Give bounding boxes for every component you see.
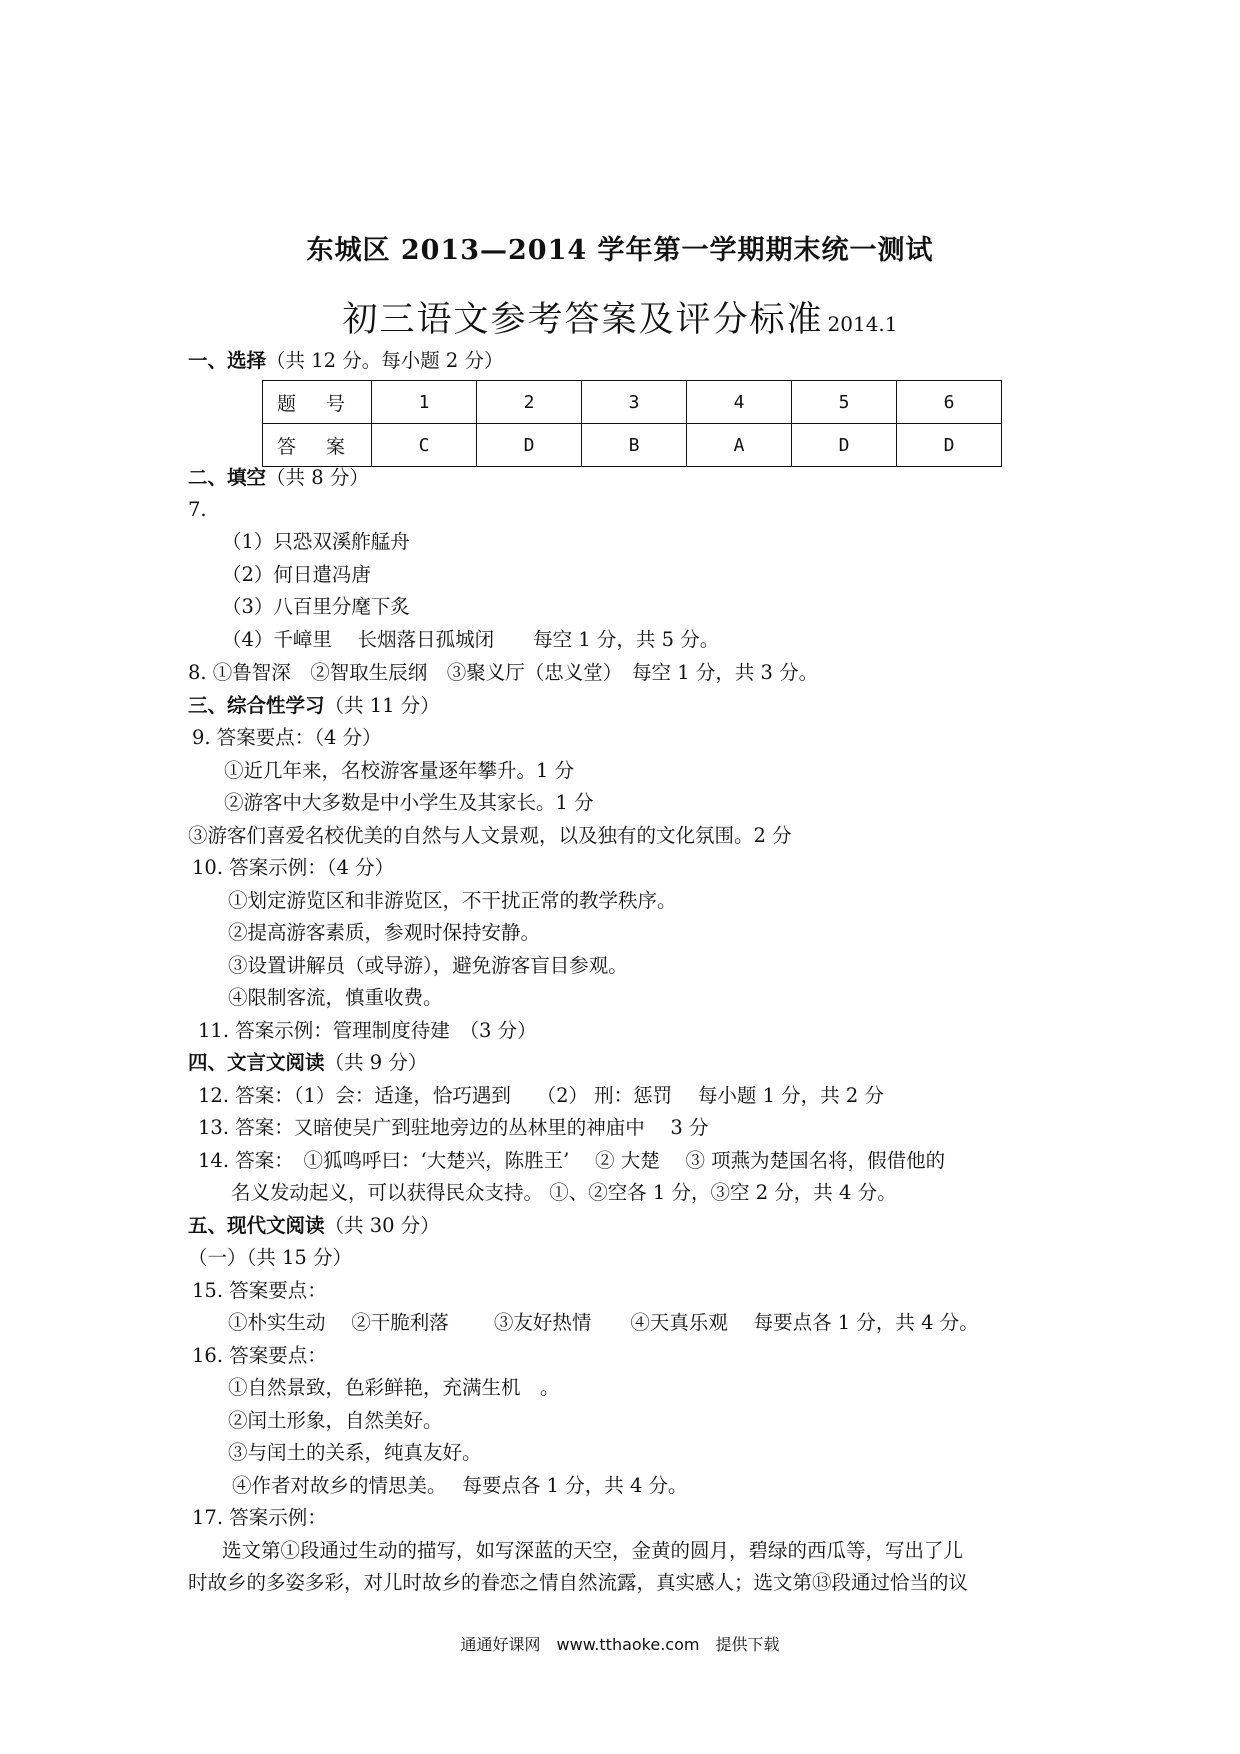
answer-line: ①近几年来，名校游客量逐年攀升。1 分	[224, 759, 575, 782]
question-line: 16. 答案要点：	[192, 1344, 327, 1367]
answer-line: 12. 答案：（1）会：适逢，恰巧遇到 （2） 刑：惩罚 每小题 1 分，共 2 分	[198, 1084, 884, 1107]
page-footer: 通通好课网 www.tthaoke.com 提供下载	[460, 1635, 780, 1654]
section-note: （共 9 分）	[324, 1051, 428, 1074]
answer-line: （3）八百里分麾下炙	[222, 595, 410, 618]
answer-line: ①自然景致，色彩鲜艳，充满生机 。	[228, 1376, 560, 1399]
document-subtitle	[0, 292, 1240, 342]
table-cell: 2	[477, 381, 582, 424]
answer-line: ④限制客流，慎重收费。	[228, 986, 443, 1009]
answer-line: ③设置讲解员（或导游），避免游客盲目参观。	[228, 954, 628, 977]
section-title: 四、文言文阅读	[188, 1051, 325, 1074]
answer-line: ②游客中大多数是中小学生及其家长。1 分	[224, 791, 594, 814]
answer-line: 14. 答案： ①狐鸣呼曰：‘大楚兴，陈胜王’ ② 大楚 ③ 项燕为楚国名将，假借他的	[198, 1149, 946, 1172]
section-title: 三、综合性学习	[188, 694, 325, 717]
answer-line: ①划定游览区和非游览区，不干扰正常的教学秩序。	[228, 889, 677, 912]
paragraph-line: 选文第①段通过生动的描写，如写深蓝的天空，金黄的圆月，碧绿的西瓜等，写出了儿	[222, 1539, 964, 1562]
answer-line: ③与闰土的关系，纯真友好。	[228, 1441, 482, 1464]
table-cell: D	[477, 424, 582, 467]
table-row	[263, 381, 1002, 424]
answer-line: （4）千嶂里 长烟落日孤城闭 每空 1 分，共 5 分。	[222, 628, 720, 651]
table-cell: B	[582, 424, 687, 467]
subtitle-date: 2014.1	[827, 312, 898, 336]
section-heading-fill	[188, 464, 369, 492]
table-cell: 1	[372, 381, 477, 424]
table-cell: D	[792, 424, 897, 467]
subtitle-text: 初三语文参考答案及评分标准	[342, 300, 824, 340]
table-row	[263, 424, 1002, 467]
section-heading-comprehensive	[188, 692, 440, 720]
question-number: 7.	[188, 498, 207, 521]
section-note: （共 30 分）	[324, 1214, 440, 1237]
table-cell: 6	[897, 381, 1002, 424]
table-header-cell: 答 案	[263, 424, 372, 467]
section-title: 五、现代文阅读	[188, 1214, 325, 1237]
answer-line: ②提高游客素质，参观时保持安静。	[228, 921, 541, 944]
section-heading-classical	[188, 1049, 427, 1077]
section-note: （共 12 分。每小题 2 分）	[266, 349, 504, 372]
answer-table	[262, 380, 1002, 467]
question-line: 15. 答案要点：	[192, 1279, 327, 1302]
part-heading: （一）（共 15 分）	[188, 1246, 352, 1269]
answer-line: ②闰土形象，自然美好。	[228, 1409, 443, 1432]
section-title: 二、填空	[188, 466, 267, 489]
table-header-cell: 题 号	[263, 381, 372, 424]
answer-line: （2）何日遣冯唐	[222, 563, 371, 586]
answer-line: ①朴实生动 ②干脆利落 ③友好热情 ④天真乐观 每要点各 1 分，共 4 分。	[228, 1311, 979, 1334]
table-cell: 5	[792, 381, 897, 424]
section-note: （共 11 分）	[324, 694, 440, 717]
table-cell: 3	[582, 381, 687, 424]
table-cell: 4	[687, 381, 792, 424]
answer-line: ③游客们喜爱名校优美的自然与人文景观，以及独有的文化氛围。2 分	[188, 824, 792, 847]
section-note: （共 8 分）	[266, 466, 369, 489]
paragraph-line: 时故乡的多姿多彩，对儿时故乡的眷恋之情自然流露，真实感人；选文第⑬段通过恰当的议	[188, 1571, 969, 1594]
table-cell: A	[687, 424, 792, 467]
section-title: 一、选择	[188, 349, 267, 372]
question-line: 10. 答案示例：（4 分）	[192, 856, 395, 879]
answer-line: （1）只恐双溪舴艋舟	[222, 530, 410, 553]
question-line: 9. 答案要点：（4 分）	[192, 726, 382, 749]
question-line: 17. 答案示例：	[192, 1506, 327, 1529]
table-cell: D	[897, 424, 1002, 467]
table-cell: C	[372, 424, 477, 467]
answer-line: ④作者对故乡的情思美。 每要点各 1 分，共 4 分。	[232, 1474, 688, 1497]
answer-line: 8. ①鲁智深 ②智取生辰纲 ③聚义厅（忠义堂） 每空 1 分，共 3 分。	[188, 661, 819, 684]
section-heading-choice	[188, 347, 504, 375]
answer-line: 13. 答案：又暗使吴广到驻地旁边的丛林里的神庙中 3 分	[198, 1116, 709, 1139]
answer-line: 名义发动起义，可以获得民众支持。 ①、②空各 1 分，③空 2 分，共 4 分。	[231, 1181, 897, 1204]
document-title: 东城区 2013—2014 学年第一学期期末统一测试	[306, 235, 934, 266]
question-line: 11. 答案示例：管理制度待建 （3 分）	[198, 1019, 537, 1042]
section-heading-modern	[188, 1212, 440, 1240]
